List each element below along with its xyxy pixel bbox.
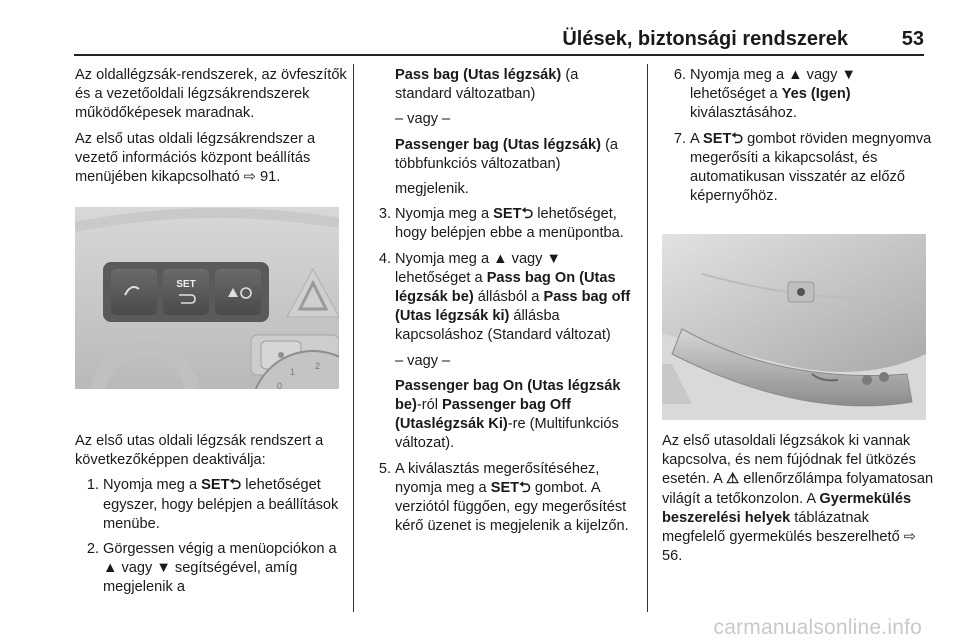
return-arrow-icon: ⮌: [521, 206, 534, 223]
paragraph: Az első utasoldali légzsákok ki vannak kapcsolva, és nem fújódnak fel ütközés esetén. A ⚠ ellenőrzőlámpa folyamatosan világít a tetőkonzolon. A Gyermekülés beszerelési helyek táblázatnak megfelelő gyermekülés beszerelhető ⇨ 56.: [662, 433, 934, 565]
set-label: SET: [176, 279, 196, 290]
steps-list: [662, 66, 934, 206]
column-3-lower: [662, 432, 934, 572]
column-2: [367, 66, 639, 542]
down-arrow-icon: ▼: [841, 67, 856, 83]
column-3: [662, 66, 934, 212]
return-arrow-icon: ⮌: [229, 477, 242, 494]
list-item: 7. A SET⮌ gombot röviden megnyomva megerősíti a kikapcsolást, és automatikusan visszatér az előző képernyőhöz.: [673, 130, 932, 205]
column-divider: [353, 64, 354, 612]
paragraph: Passenger bag On (Utas légzsák be)-ról Passenger bag Off (Utaslégzsák Ki)-re (Multifunkciós változat).: [395, 377, 621, 452]
up-arrow-icon: ▲: [493, 250, 508, 267]
up-arrow-icon: ▲: [103, 560, 118, 577]
page-reference-arrow-icon: ⇨: [903, 529, 916, 546]
paragraph: Az oldallégzsák-rendszerek, az övfeszítők és a vezetőoldali légzsákrendszerek működőképesek maradnak.: [75, 67, 347, 122]
page-reference-arrow-icon: ⇨: [243, 169, 256, 186]
page-reference[interactable]: 91.: [260, 169, 281, 186]
column-divider: [647, 64, 648, 612]
down-arrow-icon: ▼: [546, 250, 561, 267]
or-separator: – vagy –: [395, 111, 451, 128]
return-arrow-icon: ⮌: [519, 479, 531, 496]
list-item: 5. A kiválasztás megerősítéséhez, nyomja meg a SET⮌ gombot. A verziótól függően, egy megerősítést kérő üzenet is megjelenik a kijelzőn.: [378, 460, 629, 535]
roof-console-figure: [662, 234, 926, 420]
column-1: [75, 66, 347, 193]
paragraph: Az első utas oldali légzsákrendszer a vezető információs központ beállítás menüjében kikapcsolható ⇨ 91.: [75, 130, 316, 186]
page-reference[interactable]: 56.: [662, 548, 683, 565]
paragraph: megjelenik.: [395, 181, 469, 198]
steps-list: [75, 476, 347, 597]
roof-console-illustration: [662, 234, 926, 420]
page-header: [0, 0, 960, 60]
page-number: 53: [901, 28, 924, 50]
header-rule: [74, 54, 924, 56]
column-1-lower: [75, 432, 347, 604]
up-arrow-icon: ▲: [788, 67, 803, 83]
svg-text:1: 1: [290, 367, 296, 377]
button-right: [215, 269, 261, 315]
airbag-off-icon: ⚠: [726, 471, 740, 488]
list-item: 4. Nyomja meg a ▲ vagy ▼ lehetőséget a Pass bag On (Utas légzsák be) állásból a Pass bag off (Utas légzsák ki) állásba kapcsoláshoz (Standard változat) – vagy – Passenger bag On (Utas légzsák be)-ról Passenger bag Off (Utaslégzsák Ki)-re (Multifunkciós változat).: [367, 250, 639, 454]
list-item: 2. Görgessen végig a menüopciókon a ▲ vagy ▼ segítségével, amíg megjelenik a: [86, 541, 337, 596]
list-item: 6. Nyomja meg a ▲ vagy ▼ lehetőséget a Yes (Igen) kiválasztásához.: [673, 67, 856, 122]
paragraph: Az első utas oldali légzsák rendszert a következőképpen deaktiválja:: [75, 433, 324, 469]
svg-text:2: 2: [315, 361, 321, 371]
return-arrow-icon: ⮌: [731, 130, 744, 147]
down-arrow-icon: ▼: [156, 560, 171, 577]
button-left: [111, 269, 157, 315]
watermark: carmanualsonline.info: [713, 616, 922, 639]
paragraph: Passenger bag (Utas légzsák) (a többfunkciós változatban): [395, 136, 619, 172]
set-button: [163, 269, 209, 315]
list-item: 1. Nyomja meg a SET⮌ lehetőséget egyszer, hogy belépjen a beállítások menübe.: [86, 477, 339, 532]
svg-text:0: 0: [277, 381, 283, 389]
button-panel-illustration: [75, 207, 339, 389]
steps-list: [367, 205, 639, 536]
paragraph: Pass bag (Utas légzsák) (a standard változatban): [395, 67, 579, 103]
button-panel-figure: [75, 207, 339, 389]
section-title: Ülések, biztonsági rendszerek: [562, 28, 848, 50]
or-separator: – vagy –: [395, 352, 451, 369]
airbag-off-indicator: [797, 288, 805, 296]
list-item: 3. Nyomja meg a SET⮌ lehetőséget, hogy belépjen ebbe a menüpontba.: [378, 206, 624, 242]
